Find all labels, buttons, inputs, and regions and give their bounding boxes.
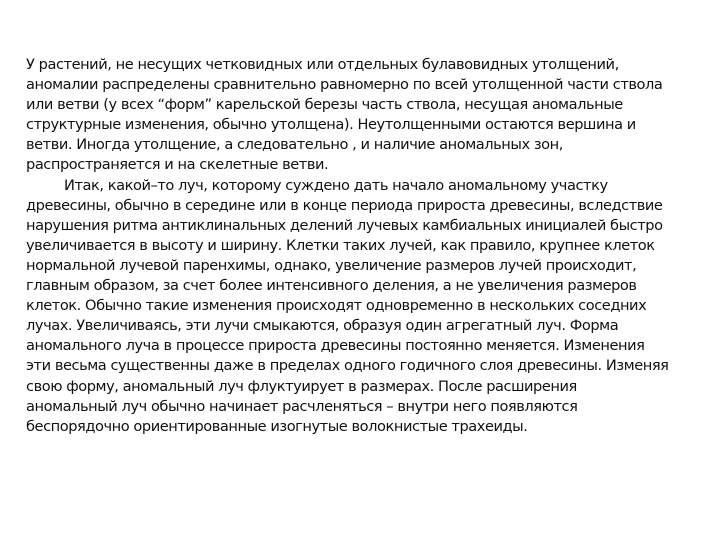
text-line: распространяется и на скелетные ветви.	[26, 156, 329, 174]
text-line: нормальной лучевой паренхимы, однако, увеличение размеров лучей происходит,	[26, 256, 637, 274]
text-line: аномального луча в процессе прироста древесины постоянно меняется. Изменения	[26, 337, 645, 355]
text-line: беспорядочно ориентированные изогнутые волокнистые трахеиды.	[26, 417, 528, 435]
text-line: ветви. Иногда утолщение, а следовательно , и наличие аномальных зон,	[26, 136, 563, 154]
text-line: нарушения ритма антиклинальных делений лучевых камбиальных инициалей быстро	[26, 216, 663, 234]
text-line: аномальный луч обычно начинает расчленяться – внутри него появляются	[26, 397, 578, 415]
text-line: древесины, обычно в середине или в конце периода прироста древесины, вследствие	[26, 196, 663, 214]
text-line: эти весьма существенны даже в пределах одного годичного слоя древесины. Изменяя	[26, 357, 669, 375]
text-line: увеличивается в высоту и ширину. Клетки таких лучей, как правило, крупнее клеток	[26, 236, 655, 254]
paragraph-first-line: Итак, какой–то луч, которому суждено дать начало аномальному участку	[64, 176, 608, 194]
text-line: или ветви (у всех “форм” карельской березы часть ствола, несущая аномальные	[26, 96, 623, 114]
text-line: аномалии распределены сравнительно равномерно по всей утолщенной части ствола	[26, 76, 663, 94]
text-line: У растений, не несущих четковидных или отдельных булавовидных утолщений,	[26, 56, 619, 73]
text-line: лучах. Увеличиваясь, эти лучи смыкаются, образуя один агрегатный луч. Форма	[26, 317, 619, 335]
text-line: структурные изменения, обычно утолщена). Неутолщенными остаются вершина и	[26, 116, 636, 134]
text-line: клеток. Обычно такие изменения происходят одновременно в нескольких соседних	[26, 297, 647, 315]
text-line: свою форму, аномальный луч флуктуирует в размерах. После расширения	[26, 377, 577, 395]
text-line: главным образом, за счет более интенсивного деления, а не увеличения размеров	[26, 277, 637, 295]
body-text	[26, 55, 698, 437]
